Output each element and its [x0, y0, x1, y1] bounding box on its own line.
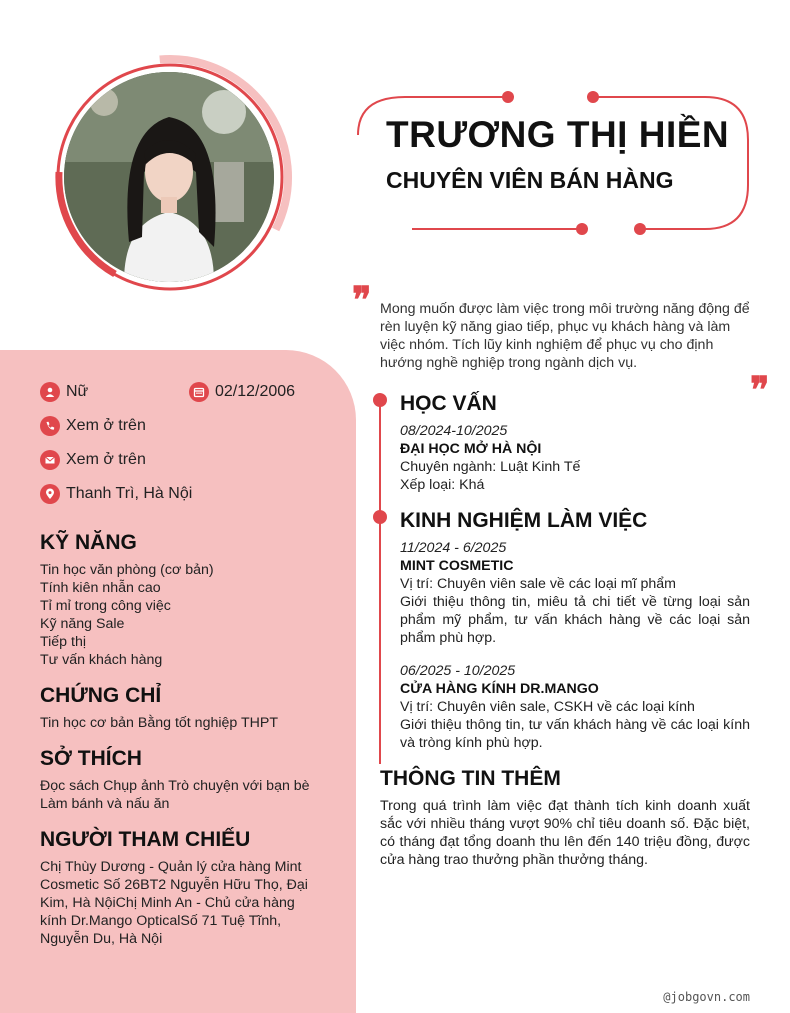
- gender-value: Nữ: [66, 383, 89, 400]
- experience-company: MINT COSMETIC: [400, 558, 514, 574]
- dob-row: [189, 382, 295, 402]
- education-major: Chuyên ngành: Luật Kinh Tế: [400, 459, 581, 475]
- education-date: 08/2024-10/2025: [400, 423, 508, 439]
- experience-company: CỬA HÀNG KÍNH DR.MANGO: [400, 681, 599, 697]
- address-value: Thanh Trì, Hà Nội: [66, 485, 193, 502]
- education-grade: Xếp loại: Khá: [400, 477, 485, 493]
- location-icon: [40, 484, 60, 504]
- education-school: ĐẠI HỌC MỞ HÀ NỘI: [400, 441, 542, 457]
- certificates-heading: CHỨNG CHỈ: [40, 684, 162, 707]
- experience-heading: KINH NGHIỆM LÀM VIỆC: [400, 509, 648, 532]
- email-value: Xem ở trên: [66, 451, 146, 468]
- candidate-name: TRƯƠNG THỊ HIỀN: [386, 114, 730, 155]
- phone-icon: [40, 416, 60, 436]
- timeline-dot: [373, 393, 387, 407]
- additional-heading: THÔNG TIN THÊM: [380, 767, 561, 790]
- reference-line: Chị Thùy Dương - Quản lý cửa hàng Mint: [40, 859, 302, 875]
- skills-heading: KỸ NĂNG: [40, 531, 137, 554]
- close-quote-icon: ❞: [750, 369, 770, 411]
- phone-value: Xem ở trên: [66, 417, 146, 434]
- footer-watermark: @jobgovn.com: [663, 990, 750, 1004]
- education-entry: [400, 422, 750, 494]
- certificate-item: Tin học cơ bản Bằng tốt nghiệp THPT: [40, 715, 279, 731]
- education-heading: HỌC VẤN: [400, 392, 497, 415]
- skill-item: Tỉ mỉ trong công việc: [40, 598, 171, 614]
- mail-icon: [40, 450, 60, 470]
- user-icon: [40, 382, 60, 402]
- timeline-line: [379, 398, 381, 764]
- job-title: CHUYÊN VIÊN BÁN HÀNG: [386, 167, 674, 193]
- phone-row: [40, 416, 146, 436]
- hobby-line: Làm bánh và nấu ăn: [40, 796, 170, 812]
- skill-item: Tin học văn phòng (cơ bản): [40, 562, 214, 578]
- experience-date: 06/2025 - 10/2025: [400, 663, 516, 679]
- email-row: [40, 450, 146, 470]
- open-quote-icon: ❞: [352, 279, 372, 321]
- skill-item: Tiếp thị: [40, 634, 86, 650]
- career-objective: Mong muốn được làm việc trong môi trường năng động để rèn luyện kỹ năng giao tiếp, phục vụ khách hàng và làm việc nhóm. Tích lũy kinh nghiệm để phục vụ cho định hướng nghề nghiệp trong ngành dịch vụ.: [380, 301, 750, 371]
- experience-description: Giới thiệu thông tin, miêu tả chi tiết về từng loại sản phẩm mỹ phẩm, tư vấn khách hàng về các loại sản phẩm phù hợp.: [400, 594, 750, 646]
- hobbies-heading: SỞ THÍCH: [40, 747, 142, 770]
- experience-description: Giới thiệu thông tin, tư vấn khách hàng về các loại kính và tròng kính phù hợp.: [400, 717, 750, 751]
- hobbies-list: [40, 777, 310, 813]
- hobby-line: Đọc sách Chụp ảnh Trò chuyện với bạn bè: [40, 778, 310, 794]
- skills-list: [40, 561, 214, 669]
- skill-item: Tính kiên nhẫn cao: [40, 580, 161, 596]
- additional-text: Trong quá trình làm việc đạt thành tích kinh doanh xuất sắc với nhiều tháng vượt 90% chỉ tiêu doanh số. Đặc biệt, có tháng đạt tổng doanh thu lên đến 140 triệu đồng, được cửa hàng trao thưởng phần thưởng tháng.: [380, 798, 750, 868]
- reference-line: kính Dr.Mango OpticalSố 71 Tuệ Tĩnh,: [40, 913, 282, 929]
- skill-item: Tư vấn khách hàng: [40, 652, 163, 668]
- profile-photo: [64, 72, 274, 282]
- reference-line: Kim, Hà NộiChị Minh An - Chủ cửa hàng: [40, 895, 295, 911]
- skill-item: Kỹ năng Sale: [40, 616, 125, 632]
- experience-position: Vị trí: Chuyên viên sale, CSKH về các loại kính: [400, 699, 695, 715]
- experience-date: 11/2024 - 6/2025: [400, 540, 507, 556]
- gender-row: [40, 382, 88, 402]
- experience-position: Vị trí: Chuyên viên sale về các loại mĩ phẩm: [400, 576, 676, 592]
- references-heading: NGƯỜI THAM CHIẾU: [40, 828, 251, 851]
- references-list: [40, 858, 308, 948]
- reference-line: Nguyễn Du, Hà Nội: [40, 931, 163, 947]
- address-row: [40, 484, 192, 504]
- reference-line: Cosmetic Số 26BT2 Nguyễn Hữu Thọ, Đại: [40, 877, 308, 893]
- dob-value: 02/12/2006: [215, 383, 296, 400]
- certificates-text: [40, 714, 278, 732]
- experience-entry: [400, 539, 750, 647]
- calendar-icon: [189, 382, 209, 402]
- experience-entry: [400, 662, 750, 752]
- name-frame: [350, 85, 760, 245]
- timeline-dot: [373, 510, 387, 524]
